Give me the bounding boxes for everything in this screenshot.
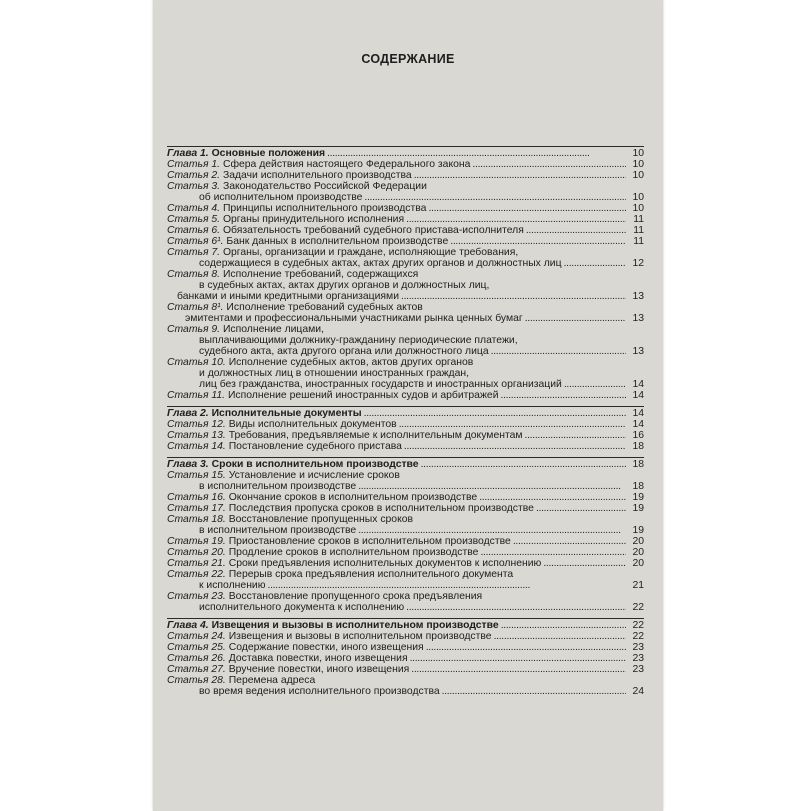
chapter-name: Основные положения <box>211 148 326 159</box>
article-title: Исполнение требований, содержащихся <box>222 269 419 280</box>
article-line <box>167 181 644 192</box>
article-line <box>167 492 644 503</box>
article-text <box>167 170 626 181</box>
article-text <box>167 642 626 653</box>
page-number: 10 <box>632 148 644 159</box>
page-number: 22 <box>632 620 644 631</box>
article-line <box>167 335 644 346</box>
article-label: Статья 28. <box>167 675 226 686</box>
article-line <box>167 203 644 214</box>
article-text <box>167 430 626 441</box>
page-number: 11 <box>633 225 644 236</box>
article-line <box>167 302 644 313</box>
article-line <box>167 430 644 441</box>
article-text <box>167 225 626 236</box>
article-label: Статья 2. <box>167 170 221 181</box>
article-title: Исполнение решений иностранных судов и арбитражей <box>227 390 499 401</box>
page-number: 10 <box>632 159 644 170</box>
article-title: Доставка повестки, иного извещения <box>228 653 408 664</box>
article-text <box>167 569 626 580</box>
article-title: во время ведения исполнительного производства <box>199 686 440 697</box>
article-title: эмитентами и профессиональными участниками рынка ценных бумаг <box>185 313 523 324</box>
article-text <box>167 357 626 368</box>
article-title: судебного акта, акта другого органа или должностного лица <box>199 346 489 357</box>
page-number: 10 <box>632 203 644 214</box>
article-title: Сфера действия настоящего Федерального закона <box>222 159 471 170</box>
page-number: 20 <box>632 547 644 558</box>
page-number: 21 <box>632 580 644 591</box>
article-title: Восстановление пропущенного срока предъявления <box>228 591 483 602</box>
article-text <box>199 525 626 536</box>
article-label: Статья 13. <box>167 430 226 441</box>
chapter-heading <box>167 620 644 631</box>
article-title: Продление сроков в исполнительном производстве <box>228 547 479 558</box>
chapter-divider <box>167 406 644 407</box>
article-title: Последствия пропуска сроков в исполнительном производстве <box>228 503 534 514</box>
article-title: выплачивающими должнику-гражданину периодические платежи, <box>199 335 518 346</box>
article-title: Органы принудительного исполнения <box>222 214 405 225</box>
page-number: 24 <box>632 686 644 697</box>
article-label: Статья 25. <box>167 642 226 653</box>
article-line <box>167 368 644 379</box>
article-text <box>167 470 626 481</box>
article-title: Перерыв срока предъявления исполнительного документа <box>228 569 514 580</box>
article-line <box>167 547 644 558</box>
article-text <box>167 536 626 547</box>
article-label: Статья 21. <box>167 558 226 569</box>
page-number: 10 <box>632 192 644 203</box>
article-line <box>167 602 644 613</box>
article-line <box>167 247 644 258</box>
article-text <box>167 514 626 525</box>
article-title: Постановление судебного пристава <box>228 441 402 452</box>
article-line <box>167 580 644 591</box>
article-title: Исполнение судебных актов, актов других органов <box>228 357 474 368</box>
article-line <box>167 236 644 247</box>
article-text <box>167 247 626 258</box>
article-label: Статья 27. <box>167 664 226 675</box>
article-label: Статья 16. <box>167 492 226 503</box>
chapter-block <box>167 146 644 401</box>
article-title: Приостановление сроков в исполнительном производстве <box>228 536 511 547</box>
article-text <box>199 379 626 390</box>
article-label: Статья 9. <box>167 324 221 335</box>
page-number: 23 <box>632 653 644 664</box>
page-number: 14 <box>632 390 644 401</box>
article-title: в исполнительном производстве <box>199 525 357 536</box>
book-page <box>153 0 663 811</box>
article-text <box>199 192 626 203</box>
chapter-block <box>167 618 644 697</box>
article-line <box>167 441 644 452</box>
article-text <box>167 214 626 225</box>
article-line <box>167 192 644 203</box>
article-title: исполнительного документа к исполнению <box>199 602 405 613</box>
page-number: 18 <box>632 459 644 470</box>
article-line <box>167 631 644 642</box>
article-text <box>167 503 626 514</box>
article-line <box>167 214 644 225</box>
article-text <box>199 481 626 492</box>
article-title: Обязательность требований судебного пристава-исполнителя <box>222 225 524 236</box>
article-title: Восстановление пропущенных сроков <box>228 514 414 525</box>
article-title: Содержание повестки, иного извещения <box>228 642 424 653</box>
article-title: Задачи исполнительного производства <box>222 170 412 181</box>
article-line <box>167 225 644 236</box>
article-text <box>199 280 626 291</box>
chapter-label: Глава 2. <box>167 408 209 419</box>
article-title: в судебных актах, актах других органов и должностных лиц, <box>199 280 490 291</box>
article-text <box>167 159 626 170</box>
page-number: 19 <box>632 503 644 514</box>
chapter-heading <box>167 148 644 159</box>
article-line <box>167 525 644 536</box>
article-title: в исполнительном производстве <box>199 481 357 492</box>
article-text <box>167 181 626 192</box>
page-number: 22 <box>632 602 644 613</box>
article-line <box>167 686 644 697</box>
chapter-label: Глава 1. <box>167 148 209 159</box>
article-label: Статья 1. <box>167 159 221 170</box>
article-line <box>167 379 644 390</box>
article-title: Окончание сроков в исполнительном производстве <box>228 492 478 503</box>
article-text <box>167 631 626 642</box>
article-label: Статья 3. <box>167 181 221 192</box>
chapter-block <box>167 406 644 452</box>
page-number: 14 <box>632 408 644 419</box>
page-number: 23 <box>632 642 644 653</box>
article-line <box>167 390 644 401</box>
article-title: Установление и исчисление сроков <box>228 470 400 481</box>
article-line <box>167 470 644 481</box>
page-number: 19 <box>632 525 644 536</box>
chapter-divider <box>167 146 644 147</box>
article-line <box>167 503 644 514</box>
article-label: Статья 26. <box>167 653 226 664</box>
article-label: Статья 23. <box>167 591 226 602</box>
chapter-heading <box>167 459 644 470</box>
page-number: 18 <box>632 481 644 492</box>
chapter-heading-text <box>167 620 626 631</box>
article-label: Статья 17. <box>167 503 226 514</box>
chapter-block <box>167 457 644 613</box>
table-of-contents <box>167 146 644 702</box>
article-text <box>185 313 626 324</box>
article-title: Вручение повестки, иного извещения <box>228 664 410 675</box>
article-title: Банк данных в исполнительном производстве <box>226 236 449 247</box>
chapter-heading-text <box>167 459 626 470</box>
article-text <box>199 580 626 591</box>
article-line <box>167 269 644 280</box>
article-title: Исполнение лицами, <box>222 324 324 335</box>
article-line <box>167 514 644 525</box>
page-title: СОДЕРЖАНИЕ <box>361 52 455 66</box>
chapter-divider <box>167 618 644 619</box>
page-number: 19 <box>632 492 644 503</box>
page-number: 23 <box>632 664 644 675</box>
page-number: 22 <box>632 631 644 642</box>
article-line <box>167 569 644 580</box>
article-label: Статья 15. <box>167 470 226 481</box>
page-number: 10 <box>632 170 644 181</box>
article-label: Статья 6¹. <box>167 236 224 247</box>
page-number: 13 <box>632 291 644 302</box>
article-label: Статья 11. <box>167 390 226 401</box>
article-text <box>167 675 626 686</box>
article-title: Извещения и вызовы в исполнительном производстве <box>228 631 492 642</box>
article-label: Статья 22. <box>167 569 226 580</box>
article-text <box>199 346 626 357</box>
page-number: 20 <box>632 558 644 569</box>
article-text <box>167 302 626 313</box>
page-number: 13 <box>632 313 644 324</box>
article-title: банками и иными кредитными организациями <box>177 291 400 302</box>
article-label: Статья 8¹. <box>167 302 224 313</box>
article-text <box>167 492 626 503</box>
chapter-label: Глава 3. <box>167 459 209 470</box>
article-line <box>167 159 644 170</box>
article-label: Статья 24. <box>167 631 226 642</box>
chapter-name: Исполнительные документы <box>211 408 362 419</box>
article-text <box>167 236 626 247</box>
page-number: 14 <box>632 419 644 430</box>
article-title: Виды исполнительных документов <box>228 419 397 430</box>
article-line <box>167 170 644 181</box>
article-text <box>167 591 626 602</box>
article-text <box>199 686 626 697</box>
article-title: Требования, предъявляемые к исполнительным документам <box>228 430 523 441</box>
page-number: 11 <box>633 214 644 225</box>
page-number: 14 <box>632 379 644 390</box>
article-text <box>167 664 626 675</box>
page-number: 11 <box>633 236 644 247</box>
chapter-divider <box>167 457 644 458</box>
article-line <box>167 591 644 602</box>
article-label: Статья 19. <box>167 536 226 547</box>
article-title: Сроки предъявления исполнительных документов к исполнению <box>228 558 542 569</box>
article-line <box>167 419 644 430</box>
article-label: Статья 20. <box>167 547 226 558</box>
article-line <box>167 481 644 492</box>
chapter-heading-text <box>167 148 626 159</box>
article-title: лиц без гражданства, иностранных государств и иностранных организаций <box>199 379 562 390</box>
article-title: к исполнению <box>199 580 266 591</box>
article-title: Органы, организации и граждане, исполняющие требования, <box>222 247 519 258</box>
article-title: об исполнительном производстве <box>199 192 363 203</box>
article-title: содержащиеся в судебных актах, актах других органов и должностных лиц <box>199 258 562 269</box>
chapter-label: Глава 4. <box>167 620 209 631</box>
article-text <box>199 258 626 269</box>
article-title: Законодательство Российской Федерации <box>222 181 427 192</box>
article-label: Статья 18. <box>167 514 226 525</box>
article-label: Статья 10. <box>167 357 226 368</box>
article-line <box>167 536 644 547</box>
article-label: Статья 4. <box>167 203 221 214</box>
article-title: и должностных лиц в отношении иностранных граждан, <box>199 368 469 379</box>
article-text <box>167 547 626 558</box>
article-line <box>167 280 644 291</box>
article-text <box>167 269 626 280</box>
article-text <box>167 390 626 401</box>
article-line <box>167 313 644 324</box>
chapter-name: Сроки в исполнительном производстве <box>211 459 419 470</box>
article-line <box>167 675 644 686</box>
article-label: Статья 7. <box>167 247 221 258</box>
chapter-heading <box>167 408 644 419</box>
article-title: Перемена адреса <box>228 675 316 686</box>
article-text <box>167 441 626 452</box>
chapter-name: Извещения и вызовы в исполнительном производстве <box>211 620 499 631</box>
article-text <box>167 419 626 430</box>
article-text <box>167 203 626 214</box>
article-text <box>199 602 626 613</box>
article-line <box>167 291 644 302</box>
article-text <box>167 324 626 335</box>
article-label: Статья 5. <box>167 214 221 225</box>
article-text <box>167 653 626 664</box>
page-number: 20 <box>632 536 644 547</box>
article-label: Статья 8. <box>167 269 221 280</box>
article-line <box>167 258 644 269</box>
article-label: Статья 12. <box>167 419 226 430</box>
article-title: Исполнение требований судебных актов <box>226 302 423 313</box>
article-line <box>167 324 644 335</box>
page-number: 18 <box>632 441 644 452</box>
article-text <box>167 558 626 569</box>
article-text <box>177 291 626 302</box>
chapter-heading-text <box>167 408 626 419</box>
article-line <box>167 558 644 569</box>
article-title: Принципы исполнительного производства <box>222 203 427 214</box>
page-number: 16 <box>632 430 644 441</box>
article-text <box>199 368 626 379</box>
page-number: 12 <box>632 258 644 269</box>
article-line <box>167 357 644 368</box>
page-number: 13 <box>632 346 644 357</box>
article-line <box>167 642 644 653</box>
article-line <box>167 346 644 357</box>
article-label: Статья 6. <box>167 225 221 236</box>
article-label: Статья 14. <box>167 441 226 452</box>
article-text <box>199 335 626 346</box>
article-line <box>167 664 644 675</box>
article-line <box>167 653 644 664</box>
